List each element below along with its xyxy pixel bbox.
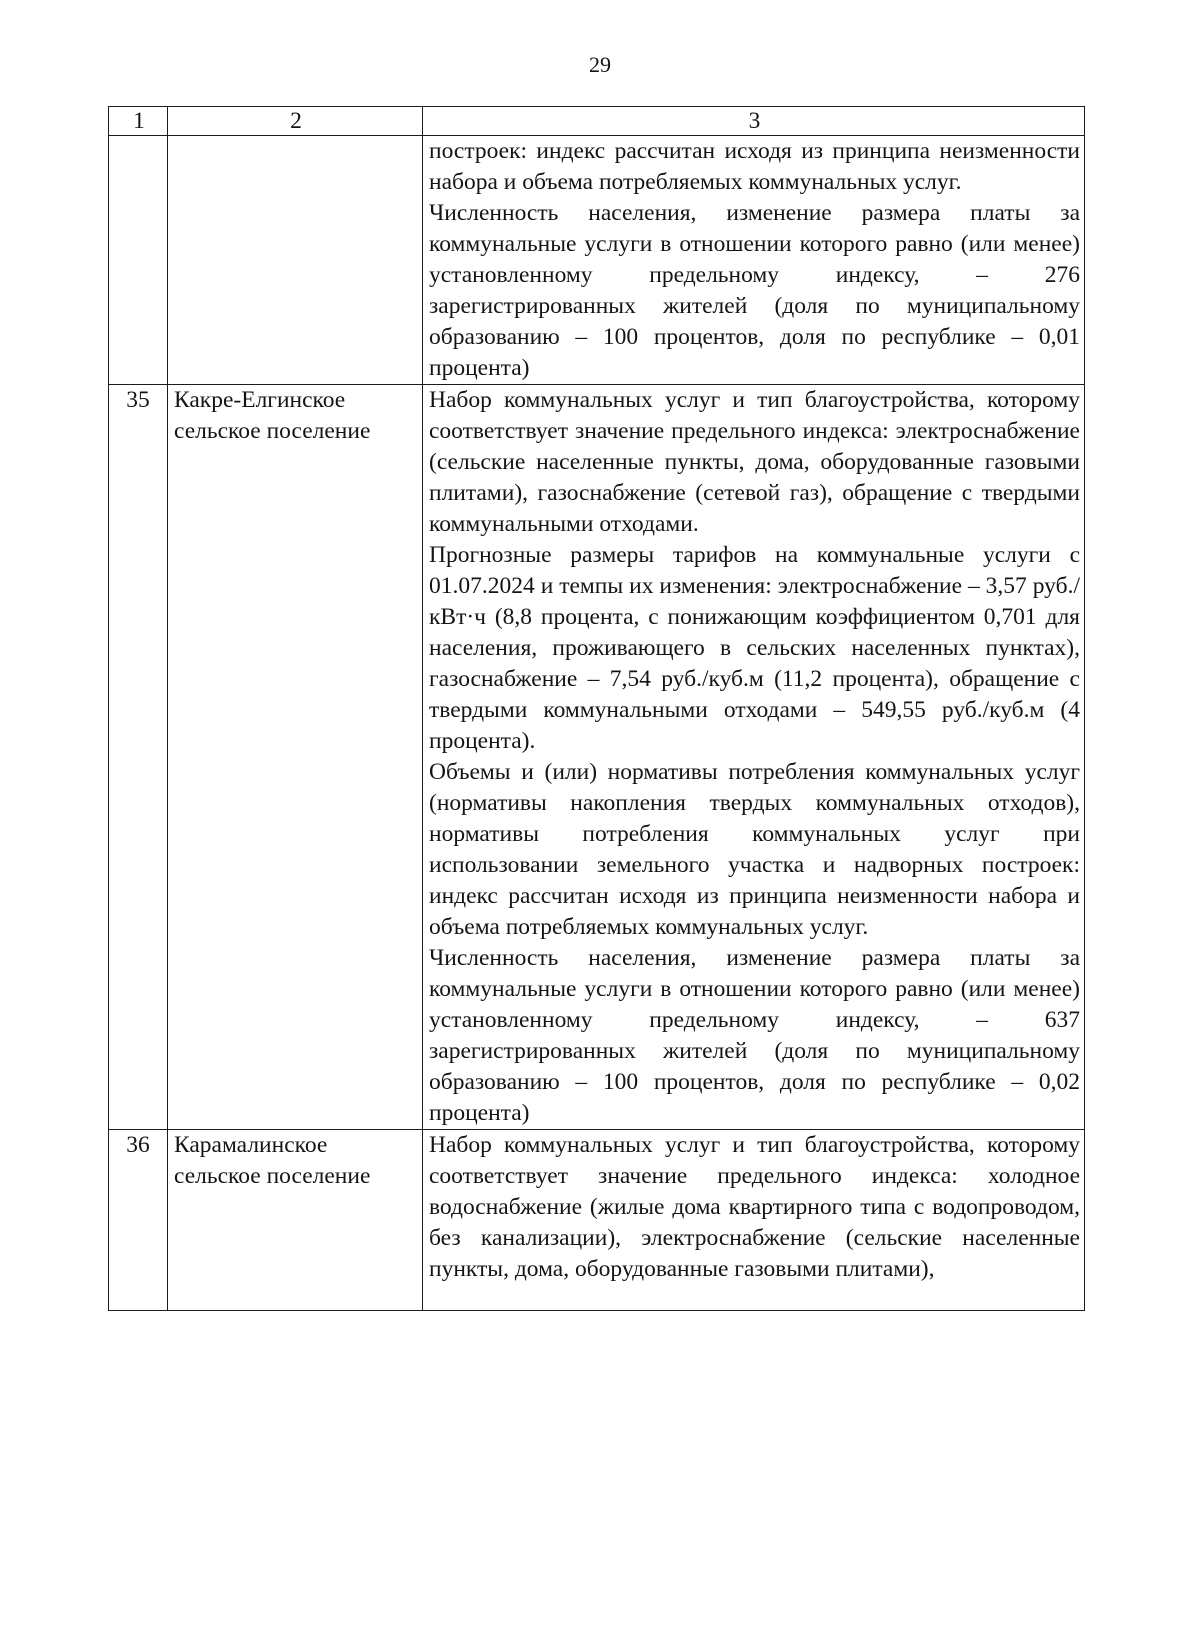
description-paragraph: Набор коммунальных услуг и тип благоустройства, которому соответствует значение предельного индекса: электроснабжение (сельские населенные пункты, дома, оборудованные газовыми плитами), газоснабжение (сетевой газ), обращение с твердыми коммунальными отходами.	[429, 387, 1080, 537]
description-clip	[429, 1130, 1080, 1310]
column-header-2: 2	[168, 107, 423, 136]
settlement-name-cell: Какре-Елгинское сельское поселение	[168, 385, 423, 1130]
table-row-35	[109, 385, 1085, 1130]
description-paragraph: Объемы и (или) нормативы потребления коммунальных услуг (нормативы накопления твердых коммунальных отходов), нормативы потребления коммунальных услуг при использовании земельного участка и надворных построек: индекс рассчитан исходя из принципа неизменности набора и объема потребляемых коммунальных услуг.	[429, 759, 1080, 940]
row-number-cell: 35	[109, 385, 168, 1130]
column-header-3: 3	[423, 107, 1085, 136]
table-row-continuation	[109, 136, 1085, 385]
column-header-1: 1	[109, 107, 168, 136]
settlement-name-cell: Карамалинское сельское поселение	[168, 1130, 423, 1311]
description-cell	[423, 385, 1085, 1130]
tariff-table	[108, 106, 1085, 1311]
description-paragraph: Прогнозные размеры тарифов на коммунальные услуги с 01.07.2024 и темпы их изменения: электроснабжение – 3,57 руб./кВт·ч (8,8 процента, с понижающим коэффициентом 0,701 для населения, проживающего в сельских населенных пунктах), газоснабжение – 7,54 руб./куб.м (11,2 процента), обращение с твердыми коммунальными отходами – 549,55 руб./куб.м (4 процента).	[429, 542, 1080, 754]
table-header-row	[109, 107, 1085, 136]
description-paragraph: Численность населения, изменение размера платы за коммунальные услуги в отношении которого равно (или менее) установленному предельному индексу, – 276 зарегистрированных жителей (доля по муниципальному образованию – 100 процентов, доля по республике – 0,01 процента)	[429, 200, 1080, 381]
description-paragraph: Численность населения, изменение размера платы за коммунальные услуги в отношении которого равно (или менее) установленному предельному индексу, – 637 зарегистрированных жителей (доля по муниципальному образованию – 100 процентов, доля по республике – 0,02 процента)	[429, 945, 1080, 1126]
page-number: 29	[589, 52, 611, 77]
description-cell	[423, 136, 1085, 385]
settlement-name-cell	[168, 136, 423, 385]
row-number-cell	[109, 136, 168, 385]
description-paragraph: Набор коммунальных услуг и тип благоустройства, которому соответствует значение предельного индекса: холодное водоснабжение (жилые дома квартирного типа с водопроводом, без канализации), электроснабжение (сельские населенные пункты, дома, оборудованные газовыми плитами),	[429, 1132, 1080, 1282]
table-row-36	[109, 1130, 1085, 1311]
description-paragraph: построек: индекс рассчитан исходя из принципа неизменности набора и объема потребляемых коммунальных услуг.	[429, 138, 1080, 195]
description-cell	[423, 1130, 1085, 1311]
row-number-cell: 36	[109, 1130, 168, 1311]
